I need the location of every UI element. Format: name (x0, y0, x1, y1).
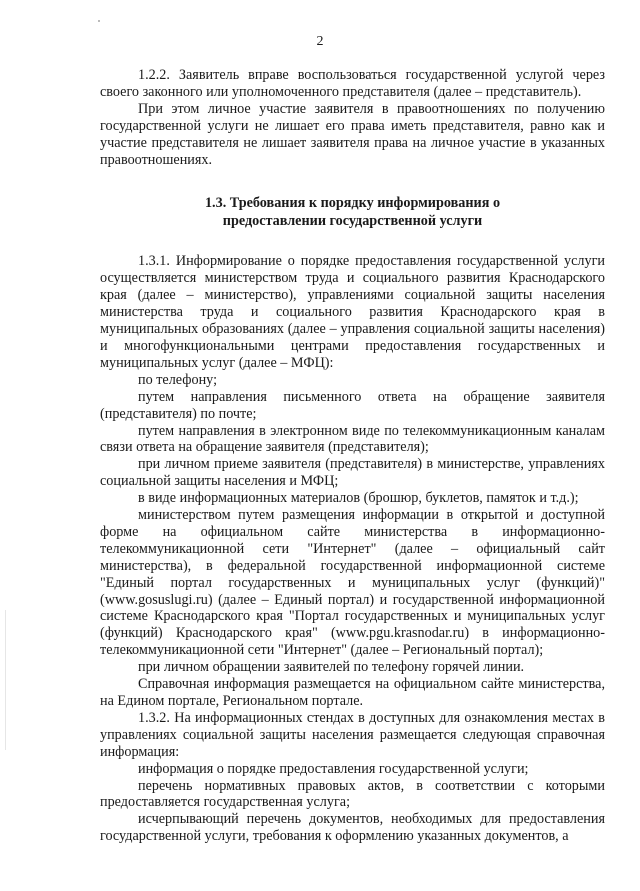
scan-edge-mark (5, 610, 6, 750)
paragraph-1-3-2: 1.3.2. На информационных стендах в доступных для ознакомления местах в управлениях социальной защиты населения размещается следующая справочная информация: (100, 709, 605, 760)
section-heading-1-3 (100, 194, 605, 230)
list-item-mail: путем направления письменного ответа на обращение заявителя (представителя) по почте; (100, 388, 605, 422)
page-number: 2 (316, 34, 324, 49)
paragraph-reference-info: Справочная информация размещается на официальном сайте министерства, на Едином портале, Региональном портале. (100, 676, 605, 709)
list-item-procedure-info: информация о порядке предоставления государственной услуги; (138, 760, 529, 777)
list-item-electronic: путем направления в электронном виде по телекоммуникационным каналам связи ответа на обращение заявителя (представителя); (100, 422, 605, 456)
document-body (100, 67, 605, 845)
paragraph-1-2-2: 1.2.2. Заявитель вправе воспользоваться государственной услугой через своего законного или уполномоченного представителя (далее – представитель). (100, 67, 605, 100)
list-item-hotline: при личном обращении заявителей по телефону горячей линии. (138, 659, 525, 676)
list-item-phone: по телефону; (138, 371, 218, 388)
paragraph-representative-note: При этом личное участие заявителя в правоотношениях по получению государственной услуги не лишает его права иметь представителя, равно как и участие представителя не лишает заявителя права на личное участие в указанных правоотношениях. (100, 100, 605, 168)
list-item-legal-acts: перечень нормативных правовых актов, в соответствии с которыми предоставляется государственная услуга; (100, 777, 605, 811)
list-item-internet: министерством путем размещения информации в открытой и доступной форме на официальном сайте министерства в информационно-телекоммуникационной сети "Интернет" (далее – официальный сайт министерства), в федеральной государственной информационной системе "Единый портал государственных и муниципальных услуг (функций)" (www.gosuslugi.ru) (далее – Единый портал) и государственной информационной системе Краснодарского края "Портал государственных и муниципальных услуг (функций) Краснодарского края" (www.pgu.krasnodar.ru) в информационно-телекоммуникационной сети "Интернет" (далее – Региональный портал); (100, 507, 605, 659)
list-item-materials: в виде информационных материалов (брошюр, буклетов, памяток и т.д.); (138, 490, 579, 507)
paragraph-1-3-1: 1.3.1. Информирование о порядке предоставления государственной услуги осуществляется министерством труда и социального развития Краснодарского края (далее – министерство), управлениями социальной защиты населения министерства труда и социального развития Краснодарского края в муниципальных образованиях (далее – управления социальной защиты населения) и многофункциональными центрами предоставления государственных и муниципальных услуг (далее – МФЦ): (100, 253, 605, 371)
list-item-personal-reception: при личном приеме заявителя (представителя) в министерстве, управлениях социальной защиты населения и МФЦ; (100, 456, 605, 490)
section-heading-line-1: 1.3. Требования к порядку информирования о (204, 195, 501, 212)
list-item-documents: исчерпывающий перечень документов, необходимых для предоставления государственной услуги, требования к оформлению указанных документов, а (100, 811, 605, 845)
scan-speck (98, 20, 100, 22)
section-heading-line-2: предоставлении государственной услуги (222, 213, 483, 230)
